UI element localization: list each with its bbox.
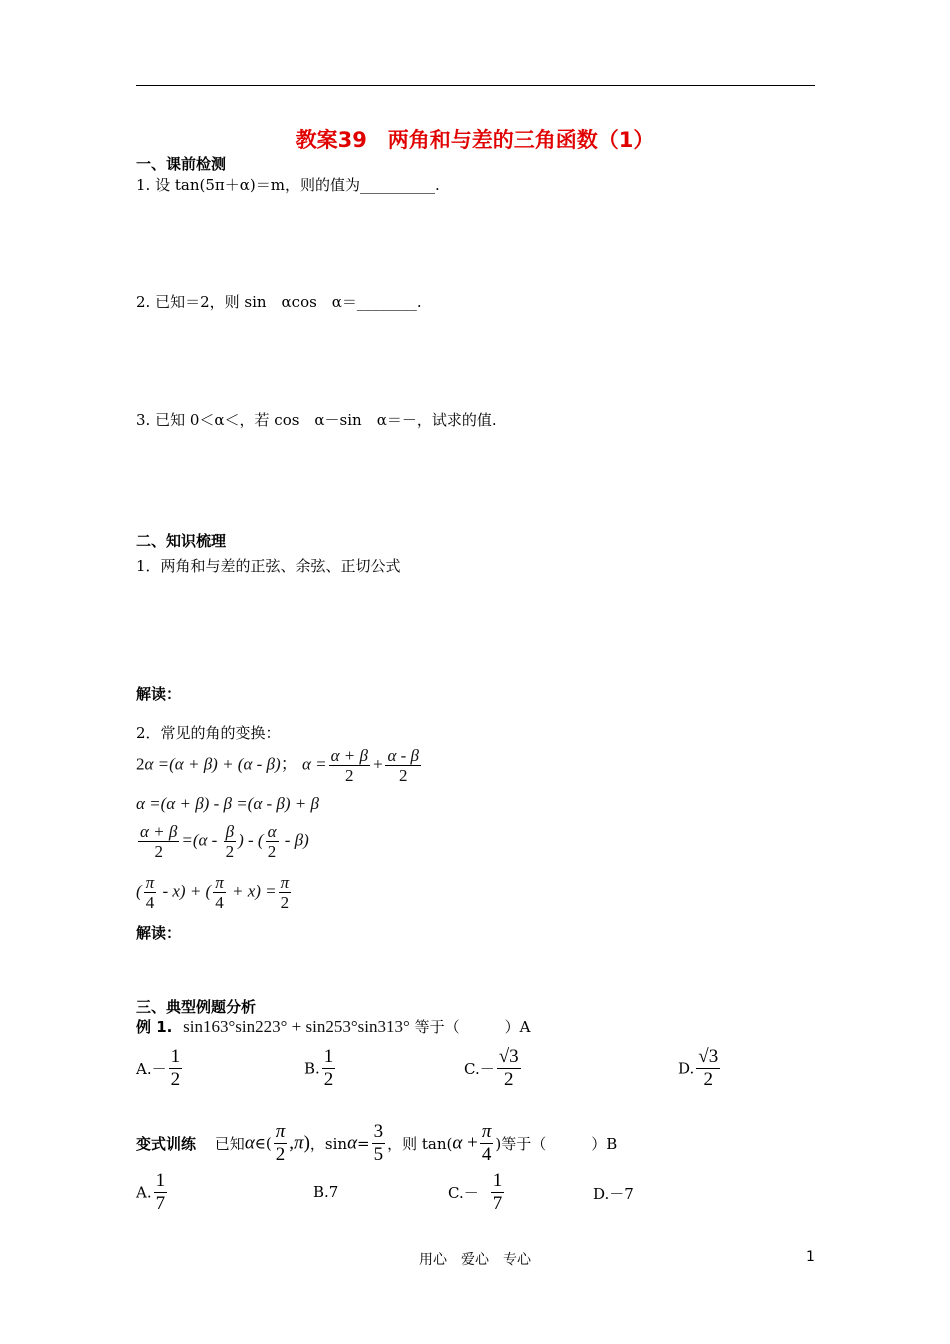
variant-training: 变式训练 已知α∈( $\frac{\pi}{2}$ ,π)，sinα= $\frac{3}{5}$ ，则 tan(α + $\frac{\pi}{4}$ )等于（ ）B [136,1121,618,1165]
interpretation-label-2: 解读： [136,924,182,942]
example-1 [136,1016,530,1037]
question-2: 2. 已知＝2，则 sin αcos α＝________. [136,293,422,311]
page-number: 1 [806,1249,815,1265]
variant-option-d: D.－7 [593,1185,634,1203]
example-1-tail: 等于（ ）A [414,1018,531,1036]
interpretation-label-1: 解读： [136,685,182,703]
example-1-expression: sin163°sin223° + sin253°sin313° [183,1017,410,1036]
variant-option-b: B.7 [313,1183,339,1201]
page-footer: 用心 爱心 专心 [419,1252,531,1268]
knowledge-item-2: 2．常见的角的变换： [136,724,281,742]
formula-angle-transform-3: $\frac{\alpha + \beta}{2}$ =(α - $\frac{\beta}{2}$ ) - ( $\frac{\alpha}{2}$ - β) [140,822,309,861]
section-heading-examples: 三、典型例题分析 [136,998,257,1016]
page-title: 教案39 两角和与差的三角函数（1） [295,128,655,152]
question-1: 1. 设 tan(5π＋α)＝m，则的值为__________. [136,176,440,194]
example-1-option-a: A.－ $\frac{1}{2}$ [136,1046,181,1090]
formula-angle-transform-2: α =(α + β) - β =(α - β) + β [136,794,319,813]
section-heading-pre-check: 一、课前检测 [136,155,227,173]
question-3: 3. 已知 0＜α＜，若 cos α－sin α＝－，试求的值. [136,411,497,429]
example-1-option-b: B. $\frac{1}{2}$ [304,1046,334,1090]
variant-option-a: A. $\frac{1}{7}$ [136,1170,166,1214]
knowledge-item-1: 1．两角和与差的正弦、余弦、正切公式 [136,557,401,575]
section-heading-knowledge: 二、知识梳理 [136,532,227,550]
variant-training-label: 变式训练 [136,1135,197,1153]
variant-option-c: C.－ $\frac{1}{7}$ [448,1170,503,1214]
example-1-label: 例 1. [136,1018,173,1036]
example-1-option-c: C.－ $\frac{√3}{2}$ [464,1046,519,1090]
header-rule [136,85,815,86]
example-1-option-d: D. $\frac{√3}{2}$ [678,1046,719,1090]
formula-angle-transform-4: ( $\frac{\pi}{4}$ - x) + ( $\frac{\pi}{4}$ + x) = $\frac{\pi}{2}$ [136,873,290,912]
formula-angle-transform-1: 2α =(α + β) + (α - β)； α = $\frac{\alpha + \beta}{2}$ + $\frac{\alpha - \beta}{2}$ [136,746,420,785]
